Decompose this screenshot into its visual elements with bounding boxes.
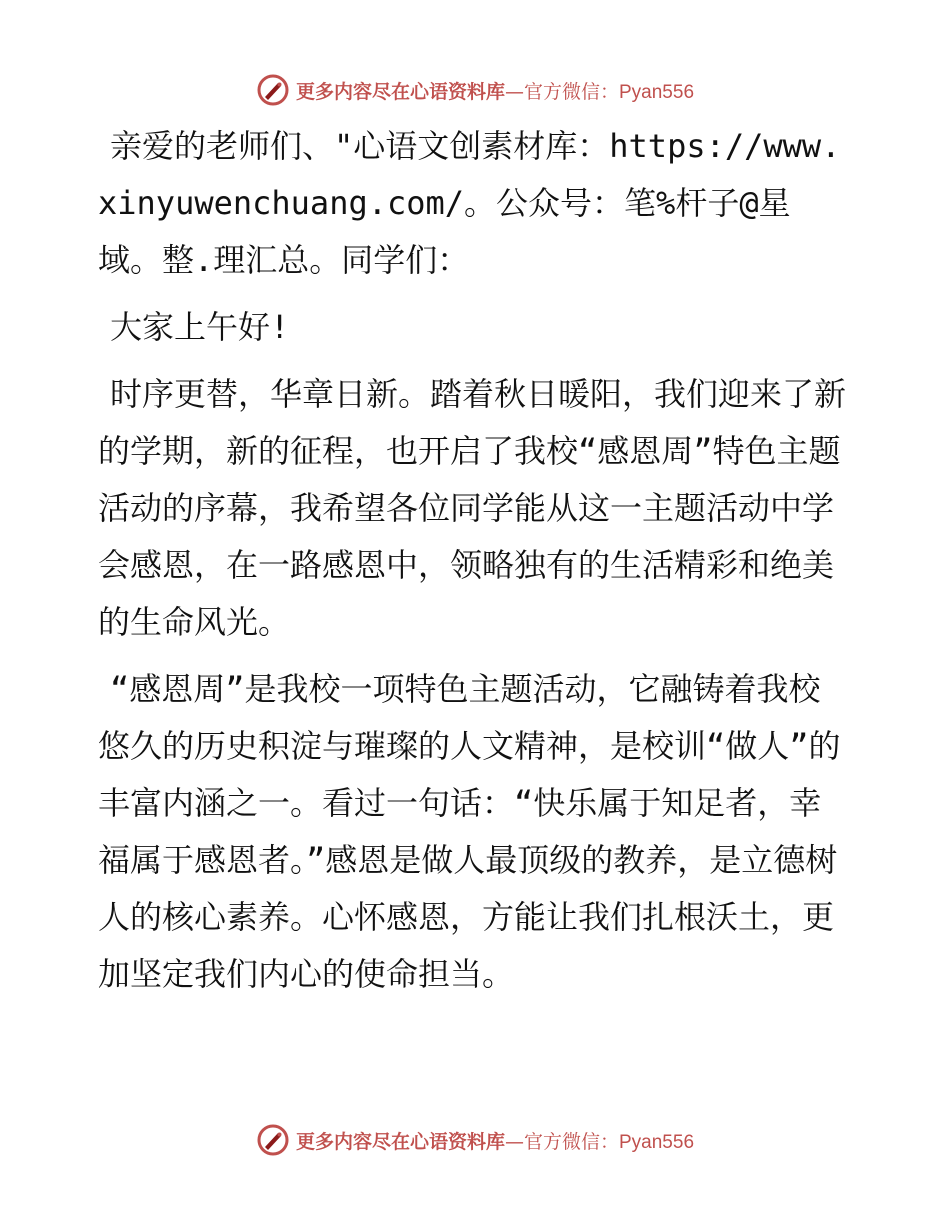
banner-separator: —: [504, 1130, 524, 1153]
paragraph-gratitude-week: “感恩周”是我校一项特色主题活动，它融铸着我校悠久的历史积淀与璀璨的人文精神，是校训“做人”的丰富内涵之一。看过一句话：“快乐属于知足者，幸福属于感恩者。”感恩是做人最顶级的教养，是立德树人的核心素养。心怀感恩，方能让我们扎根沃土，更加坚定我们内心的使命担当。: [98, 670, 841, 993]
paragraph-intro: 时序更替，华章日新。踏着秋日暖阳，我们迎来了新的学期，新的征程，也开启了我校“感恩周”特色主题活动的序幕，我希望各位同学能从这一主题活动中学会感恩，在一路感恩中，领略独有的生活精彩和绝美的生命风光。: [98, 375, 847, 641]
banner-text: [296, 1127, 694, 1154]
wechat-label: 官方微信：: [523, 1130, 619, 1153]
paragraph-salutation: 大家上午好!: [110, 308, 290, 346]
wechat-label: 官方微信：: [523, 80, 619, 103]
banner-separator: —: [504, 80, 524, 103]
pen-logo-icon: [256, 1123, 290, 1157]
banner-main-text: 更多内容尽在心语资料库: [295, 1130, 505, 1153]
wechat-id: Pyan556: [619, 81, 695, 103]
document-body: [98, 118, 850, 1013]
paragraph-greeting: 亲爱的老师们、"心语文创素材库：https://www.xinyuwenchuang.com/。公众号：笔%杆子@星域。整.理汇总。同学们：: [98, 127, 841, 279]
wechat-id: Pyan556: [619, 1131, 695, 1153]
footer-banner: [0, 1120, 950, 1160]
banner-text: [296, 77, 694, 104]
banner-main-text: 更多内容尽在心语资料库: [295, 80, 505, 103]
header-banner: [0, 70, 950, 110]
pen-logo-icon: [256, 73, 290, 107]
